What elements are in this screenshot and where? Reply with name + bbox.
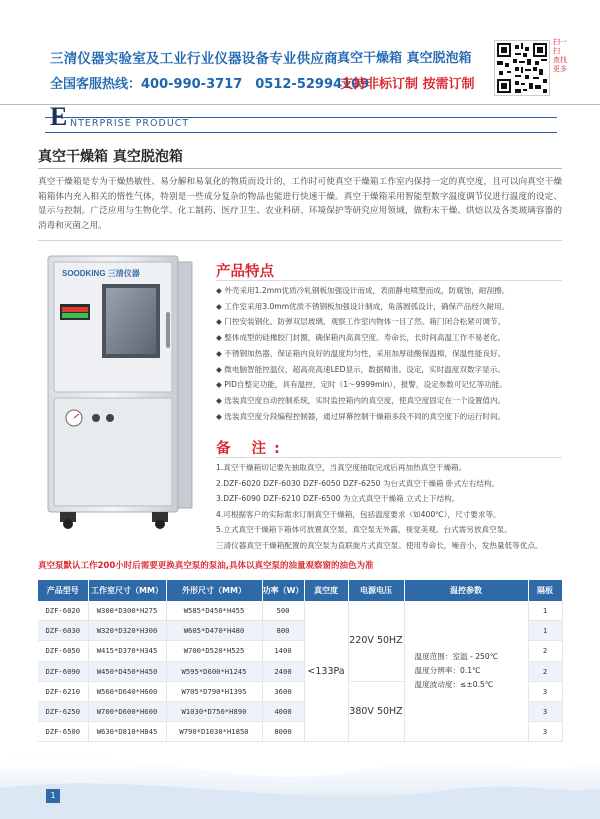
feature-item: ◆ 不锈钢加热器，保证箱内良好的温度均匀性，采用加厚硅酸保温棉，保温性能良好。	[216, 348, 506, 358]
outer-size-cell: W1030*D750*H890	[166, 701, 262, 721]
chamber-size-cell: W450*D450*H450	[88, 661, 166, 681]
outer-size-cell: W605*D470*H480	[166, 621, 262, 641]
power-cell: 1400	[262, 641, 304, 661]
feature-item: ◆ 门控安装钢化、防弹双层玻璃，观察工作室内物体一目了然。箱门闭合松紧可调节。	[216, 317, 506, 327]
col-header: 电源电压	[348, 580, 404, 601]
outer-size-cell: W790*D1030*H1850	[166, 722, 262, 742]
footer-wave-decoration	[0, 700, 600, 819]
enterprise-letter: E	[50, 102, 68, 131]
temp-range: 温度范围：室温 - 250℃	[414, 652, 499, 662]
outer-size-cell: W595*D600*H1245	[166, 661, 262, 681]
power-cell: 2400	[262, 661, 304, 681]
feature-item: ◆ 外壳采用1.2mm优质冷轧钢板加强设计而成，表面静电喷塑而成，防腐蚀，耐刮擦。	[216, 286, 510, 295]
hotline-text: 全国客服热线：400-990-3717 0512-52994109	[50, 77, 370, 92]
note-item: 3.DZF-6090 DZF-6210 DZF-6500 为立式真空干燥箱 立式上下结构。	[216, 494, 460, 504]
note-item: 4.可根据客户的实际需求订制真空干燥箱，包括温度要求（如400℃），尺寸要求等。	[216, 509, 501, 519]
intro-paragraph: 真空干燥箱是专为干燥热敏性、易分解和易氧化的物质而设计的，工作时可使真空干燥箱工作室内保持一定的真空度，且可以向真空干燥箱箱体内充入相关的惰性气体，特别是一些成分复杂的物品也能进行快速干燥。真空干燥箱采用智能型数字温度调节仪进行温度的设定、显示与控制。广泛应用与生物化学、化工制药、医疗卫生、农业科研、环境保护等研究应用领域，做粉末干燥、烘焙以及各类玻璃容器的消毒和灭菌之用。	[38, 177, 562, 231]
outer-size-cell: W585*D450*H455	[166, 601, 262, 621]
oven-brand-label: SOODKING 三清仪器	[62, 269, 140, 278]
feature-item: ◆ 选装真空度分段编程控制器，通过屏幕控制干燥箱多段不同的真空度下的运行时间。	[216, 411, 506, 421]
table-heading: 真空泵默认工作200小时后需要更换真空泵的泵油,具体以真空泵的油量观察窗的油色为准	[38, 561, 374, 571]
chamber-size-cell: W300*D300*H275	[88, 601, 166, 621]
header-divider	[0, 104, 600, 105]
col-header: 产品型号	[38, 580, 88, 601]
shelf-cell: 3	[528, 681, 562, 701]
table-header-row	[38, 580, 562, 601]
company-tagline: 三清仪器实验室及工业行业仪器设备专业供应商	[50, 51, 338, 67]
shelf-cell: 3	[528, 722, 562, 742]
note-item: 三清仪器真空干燥箱配置的真空泵为直联旋片式真空泵。使用寿命长，噪音小，发热量低等优点。	[216, 540, 543, 550]
temp-resolution: 温度分辨率：0.1℃	[414, 666, 481, 676]
vacuum-oven-image	[40, 252, 200, 530]
chamber-size-cell: W700*D600*H600	[88, 701, 166, 721]
col-header: 功率（W）	[262, 580, 304, 601]
feature-item: ◆ 选装真空度自动控制系统，实时监控箱内的真空度，使真空度固定在一个设置值内。	[216, 395, 506, 405]
features-divider	[216, 280, 562, 281]
feature-item: ◆ PID自整定功能，具有温控，定时（1～9999min），报警，设定参数可记忆等功能。	[216, 380, 507, 390]
features-title: 产品特点	[216, 264, 274, 280]
section-title: 真空干燥箱 真空脱泡箱	[38, 149, 183, 165]
feature-item: ◆ 微电脑智能控温仪，超高亮高速LED显示，数据精准。设定，实时温度双数字显示。	[216, 364, 505, 374]
feature-item: ◆ 整体成型的硅橡胶门封圈，确保箱内高真空度。寿命长，长时间高温工作不易老化。	[216, 333, 506, 343]
notes-divider	[216, 457, 562, 458]
chamber-size-cell: W415*D370*H345	[88, 641, 166, 661]
model-cell: DZF-6500	[38, 722, 88, 742]
col-header: 温控参数	[404, 580, 528, 601]
feature-item: ◆ 工作室采用3.0mm优质不锈钢板加强设计制成，角落圆弧设计，确保产品经久耐用。	[216, 301, 510, 311]
features-list	[216, 283, 566, 424]
model-cell: DZF-6250	[38, 701, 88, 721]
shelf-cell: 1	[528, 621, 562, 641]
notes-list	[216, 460, 566, 554]
section-divider	[38, 168, 562, 169]
note-item: 2.DZF-6020 DZF-6030 DZF-6050 DZF-6250 为台式真空干燥箱 卧式左右结构。	[216, 478, 500, 488]
table-row	[38, 601, 562, 621]
power-cell: 8000	[262, 722, 304, 742]
vacuum-cell: <133Pa	[304, 601, 348, 742]
col-header: 工作室尺寸（MM）	[88, 580, 166, 601]
model-cell: DZF-6050	[38, 641, 88, 661]
model-cell: DZF-6020	[38, 601, 88, 621]
power-cell: 500	[262, 601, 304, 621]
note-item: 5.立式真空干燥箱下箱体可放置真空泵，真空泵无外露，视觉美观。台式需另放真空泵。	[216, 525, 512, 535]
model-cell: DZF-6210	[38, 681, 88, 701]
power-cell: 800	[262, 621, 304, 641]
col-header: 隔板	[528, 580, 562, 601]
product-header-text: 真空干燥箱 真空脱泡箱	[337, 51, 472, 66]
power-cell: 3600	[262, 681, 304, 701]
col-header: 真空度	[304, 580, 348, 601]
outer-size-cell: W700*D520*H525	[166, 641, 262, 661]
model-cell: DZF-6090	[38, 661, 88, 681]
scan-caption: 扫一扫 查找更多	[553, 38, 567, 73]
voltage-cell: 220V 50HZ	[348, 601, 404, 681]
page-number: 1	[46, 789, 60, 803]
shelf-cell: 1	[528, 601, 562, 621]
intro-divider	[38, 240, 562, 241]
outer-size-cell: W705*D790*H1395	[166, 681, 262, 701]
voltage-cell: 380V 50HZ	[348, 681, 404, 742]
shelf-cell: 2	[528, 661, 562, 681]
note-item: 1.真空干燥箱切记要先抽取真空，当真空度抽取完成后再加热真空干燥箱。	[216, 463, 467, 472]
model-cell: DZF-6030	[38, 621, 88, 641]
qr-code-icon[interactable]	[494, 40, 550, 96]
chamber-size-cell: W630*D810*H845	[88, 722, 166, 742]
enterprise-text: NTERPRISE PRODUCT	[70, 118, 190, 129]
shelf-cell: 2	[528, 641, 562, 661]
temp-fluctuation: 温度波动度：≤±0.5℃	[414, 680, 494, 690]
power-cell: 4000	[262, 701, 304, 721]
col-header: 外形尺寸（MM）	[166, 580, 262, 601]
chamber-size-cell: W320*D320*H300	[88, 621, 166, 641]
shelf-cell: 3	[528, 701, 562, 721]
custom-order-text: 支持非标订制 按需订制	[340, 77, 475, 92]
chamber-size-cell: W560*D640*H600	[88, 681, 166, 701]
notes-title: 备 注:	[216, 441, 288, 457]
